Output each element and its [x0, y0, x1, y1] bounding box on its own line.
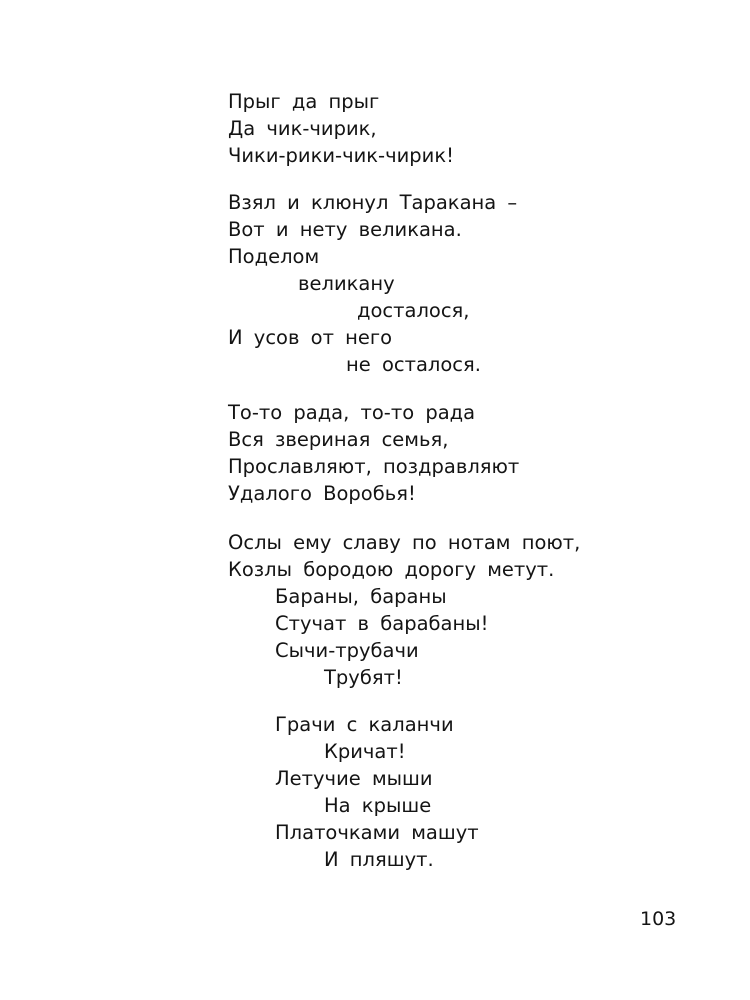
poem-line: Поделом	[228, 245, 320, 268]
poem-line: Взял и клюнул Таракана –	[228, 191, 518, 214]
poem-line: На крыше	[324, 794, 432, 817]
poem-line: И пляшут.	[324, 848, 434, 871]
poem-line: Удалого Воробья!	[228, 482, 416, 505]
poem-line: Платочками машут	[275, 821, 479, 844]
poem-line: Кричат!	[324, 740, 406, 763]
poem-line: И усов от него	[228, 326, 393, 349]
poem-line: Козлы бородою дорогу метут.	[228, 558, 555, 581]
poem-line: Прыг да прыг	[228, 90, 380, 113]
poem-line: Сычи-трубачи	[275, 639, 419, 662]
poem-line: Летучие мыши	[275, 767, 433, 790]
poem-line: Вся звериная семья,	[228, 428, 449, 451]
poem-line: досталося,	[357, 299, 470, 322]
poem-line: великану	[298, 272, 395, 295]
poem-line: Прославляют, поздравляют	[228, 455, 520, 478]
poem-line: Вот и нету великана.	[228, 218, 462, 241]
page-number: 103	[640, 908, 677, 930]
poem-line: не осталося.	[346, 353, 481, 376]
poem-line: Чики-рики-чик-чирик!	[228, 144, 454, 167]
poem-line: Трубят!	[324, 666, 403, 689]
poem-line: Да чик-чирик,	[228, 117, 377, 140]
poem-line: Бараны, бараны	[275, 585, 447, 608]
poem-line: Ослы ему славу по нотам поют,	[228, 531, 581, 554]
poem-line: Стучат в барабаны!	[275, 612, 489, 635]
poem-line: То-то рада, то-то рада	[228, 401, 476, 424]
poem-line: Грачи с каланчи	[275, 713, 454, 736]
